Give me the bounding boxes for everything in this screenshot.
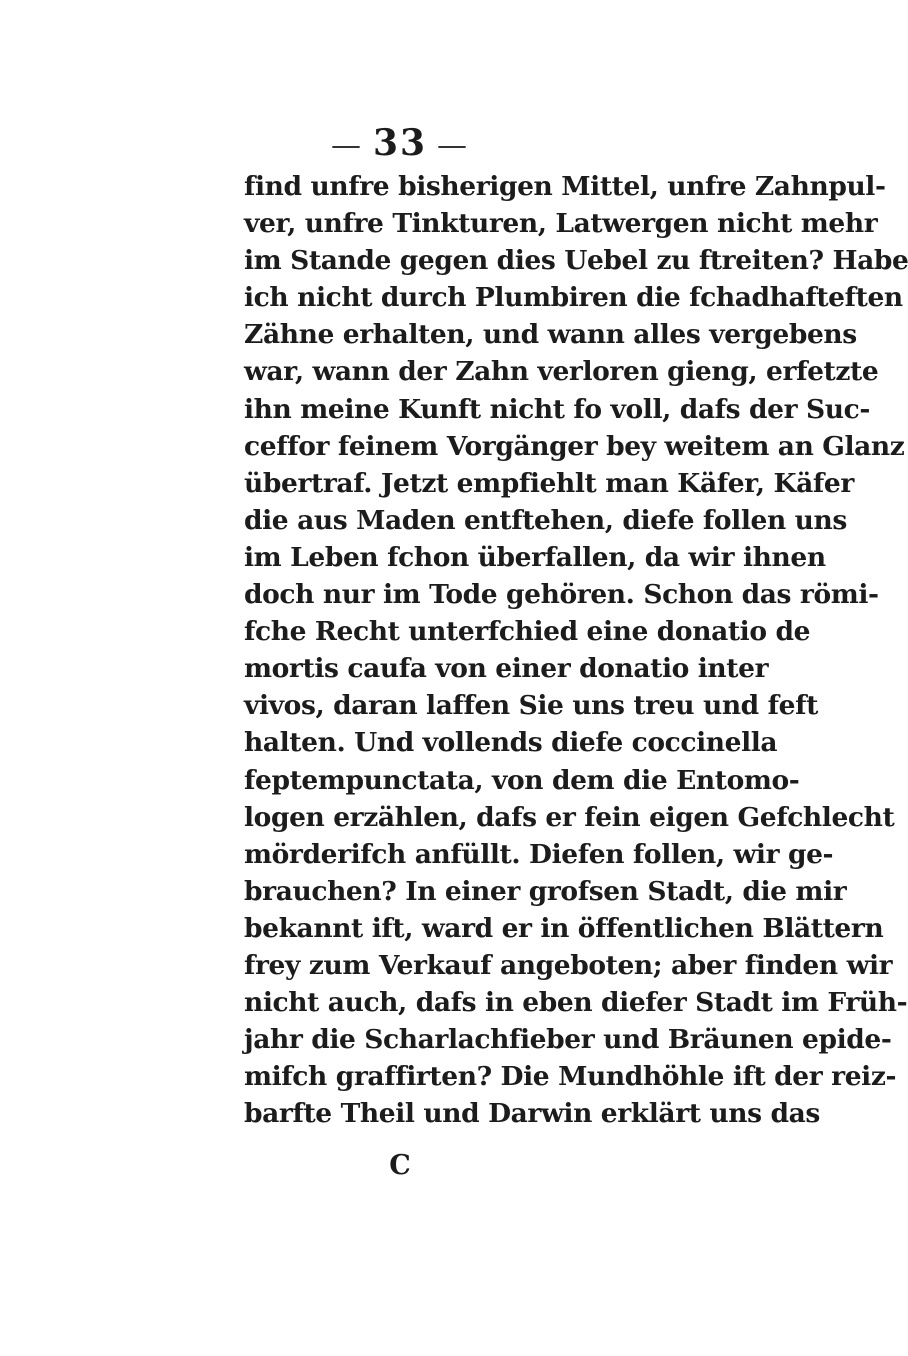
text-line: die aus Maden entftehen, diefe follen uns [244,504,847,536]
text-line: logen erzählen, dafs er fein eigen Gefchlecht [244,801,895,833]
text-line: fche Recht unterfchied eine donatio de [244,616,811,648]
text-line: übertraf. Jetzt empfiehlt man Käfer, Käfer [244,467,854,499]
page-number-dash-left: — [330,128,363,163]
text-line: ich nicht durch Plumbiren die fchadhafteften [244,282,903,314]
text-line: mortis caufa von einer donatio inter [244,653,769,685]
text-line: jahr die Scharlachfieber und Bräunen epide- [244,1024,892,1056]
text-line: mörderifch anfüllt. Diefen follen, wir ge- [244,838,834,870]
text-line: halten. Und vollends diefe coccinella [244,727,778,759]
text-line: frey zum Verkauf angeboten; aber finden wir [244,949,893,981]
page-number-dash-right: — [437,128,470,163]
text-line: bekannt ift, ward er in öffentlichen Blättern [244,912,884,944]
text-line: ver, unfre Tinkturen, Latwergen nicht mehr [244,208,878,240]
text-line: war, wann der Zahn verloren gieng, erfetzte [244,356,879,388]
text-line: mifch graffirten? Die Mundhöhle ift der reiz- [244,1061,897,1093]
text-line: ceffor feinem Vorgänger bey weitem an Glanz [244,430,905,462]
text-line: vivos, daran laffen Sie uns treu und feft [244,690,818,722]
signature-mark: C [389,1150,411,1181]
body-text [244,168,908,1132]
text-line: feptempunctata, von dem die Entomo- [244,764,800,796]
text-line: barfte Theil und Darwin erklärt uns das [244,1098,820,1130]
text-line: brauchen? In einer grofsen Stadt, die mir [244,875,847,907]
text-line: im Leben fchon überfallen, da wir ihnen [244,541,826,573]
text-line: nicht auch, dafs in eben diefer Stadt im Früh- [244,987,908,1019]
text-line: find unfre bisherigen Mittel, unfre Zahnpul- [244,171,886,202]
text-line: doch nur im Tode gehören. Schon das römi- [244,579,879,611]
page-number-value: 33 [372,122,428,164]
page-number [0,122,800,164]
text-line: ihn meine Kunft nicht fo voll, dafs der Suc- [244,393,870,425]
text-line: Zähne erhalten, und wann alles vergebens [244,319,857,351]
text-line: im Stande gegen dies Uebel zu ftreiten? Habe [244,245,908,277]
